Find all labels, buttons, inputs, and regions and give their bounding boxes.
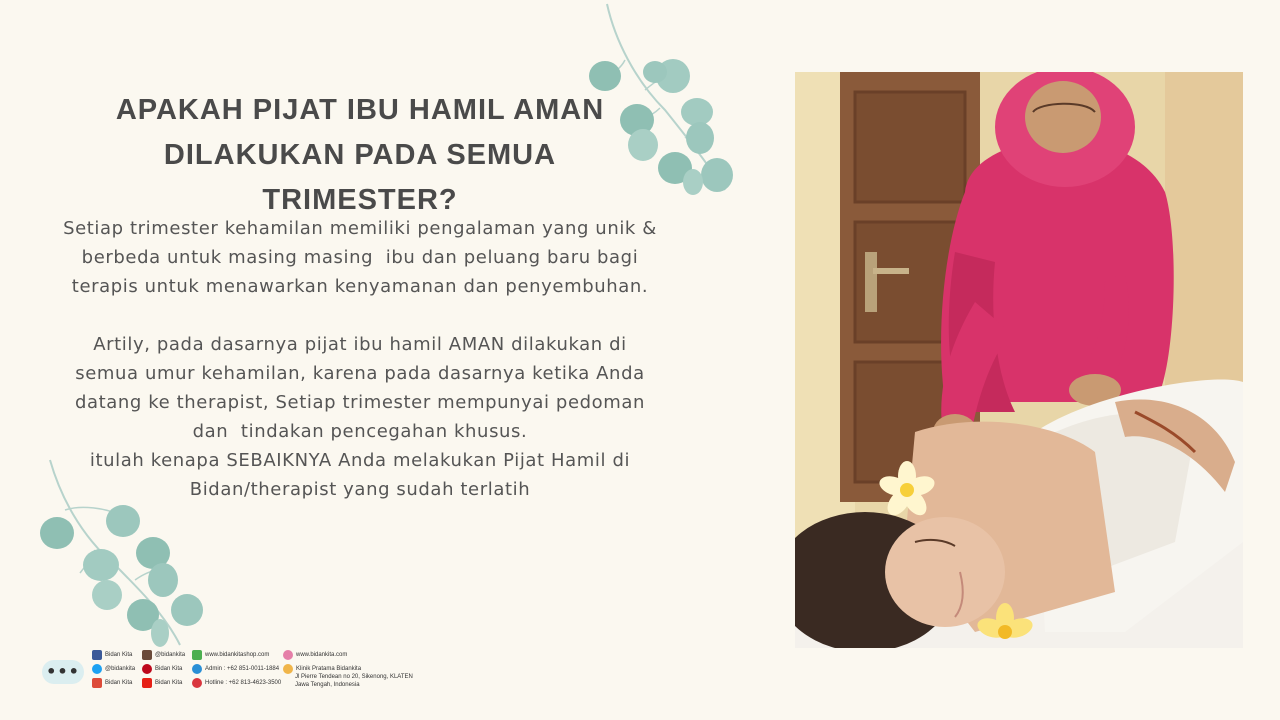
- contact-label: Admin : +62 851-0011-1884: [205, 666, 280, 672]
- hotline-icon: [192, 678, 202, 688]
- body-line: Bidan/therapist yang sudah terlatih: [189, 479, 531, 500]
- contact-admin[interactable]: [192, 664, 279, 674]
- contact-facebook[interactable]: [92, 650, 132, 660]
- contact-googleplus[interactable]: [92, 678, 132, 688]
- phone-icon: [192, 664, 202, 674]
- massage-illustration: [795, 72, 1243, 648]
- contact-shop[interactable]: [192, 650, 269, 660]
- contact-label: @bidankita: [105, 666, 136, 672]
- contact-label: Klinik Pratama Bidankita: [296, 666, 362, 672]
- contact-label: Bidan Kita: [105, 652, 133, 658]
- title-line: APAKAH PIJAT IBU HAMIL AMAN: [115, 94, 605, 126]
- body-line: dan tindakan pencegahan khusus.: [192, 421, 528, 442]
- slide-title: [90, 88, 630, 223]
- contact-youtube[interactable]: [142, 678, 182, 688]
- contact-label: Bidan Kita: [155, 666, 183, 672]
- contact-label: @bidankita: [155, 652, 186, 658]
- address-line: Jawa Tengah, Indonesia: [295, 682, 360, 688]
- shop-icon: [192, 650, 202, 660]
- facebook-icon: [92, 650, 102, 660]
- title-line: TRIMESTER?: [262, 184, 458, 216]
- contact-label: Bidan Kita: [105, 680, 133, 686]
- body-paragraphs: [40, 214, 680, 504]
- body-line: Artily, pada dasarnya pijat ibu hamil AMAN dilakukan di: [93, 334, 627, 355]
- contact-pinterest[interactable]: [142, 664, 182, 674]
- contact-label: www.bidankita.com: [296, 652, 348, 658]
- twitter-icon: [92, 664, 102, 674]
- body-line: itulah kenapa SEBAIKNYA Anda melakukan Pijat Hamil di: [89, 450, 631, 471]
- contact-twitter[interactable]: [92, 664, 135, 674]
- googleplus-icon: [92, 678, 102, 688]
- contact-label: Hotline : +62 813-4623-3500: [205, 680, 282, 686]
- body-line: terapis untuk menawarkan kenyamanan dan penyembuhan.: [71, 276, 649, 297]
- body-line: semua umur kehamilan, karena pada dasarnya ketika Anda: [75, 363, 645, 384]
- contact-label: Bidan Kita: [155, 680, 183, 686]
- body-line: datang ke therapist, Setiap trimester mempunyai pedoman: [74, 392, 646, 413]
- title-line: DILAKUKAN PADA SEMUA: [163, 139, 557, 171]
- youtube-icon: [142, 678, 152, 688]
- contact-label: www.bidankitashop.com: [205, 652, 270, 658]
- more-options-label: •••: [46, 662, 80, 681]
- body-line: berbeda untuk masing masing ibu dan peluang baru bagi: [81, 247, 639, 268]
- body-line: Setiap trimester kehamilan memiliki pengalaman yang unik &: [63, 218, 657, 239]
- instagram-icon: [142, 650, 152, 660]
- massage-photo: [795, 72, 1243, 648]
- more-options-button[interactable]: [42, 660, 84, 684]
- body-line-blank: [40, 301, 680, 330]
- clinic-address: [295, 673, 413, 689]
- contact-instagram[interactable]: [142, 650, 185, 660]
- pinterest-icon: [142, 664, 152, 674]
- address-line: Jl Pierre Tendean no 20, Sikenong, KLATEN: [295, 674, 413, 680]
- contact-hotline[interactable]: [192, 678, 281, 688]
- clinic-icon: [283, 664, 293, 674]
- globe-icon: [283, 650, 293, 660]
- contact-website[interactable]: [283, 650, 347, 660]
